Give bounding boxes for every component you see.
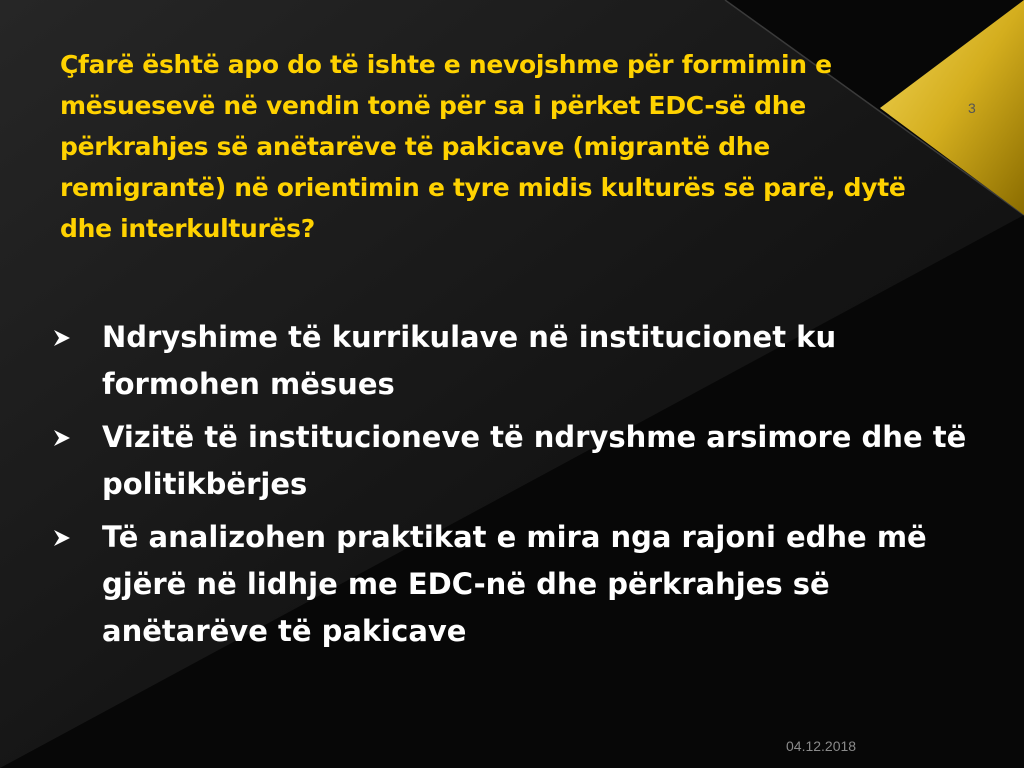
slide-number: 3 (968, 100, 976, 116)
arrow-bullet-icon (52, 428, 72, 448)
slide-title: Çfarë është apo do të ishte e nevojshme për formimin e mësuesevë në vendin tonë për sa i përket EDC-së dhe përkrahjes së anëtarëve të pakicave (migrantë dhe remigrantë) në orientimin e tyre midis kulturës së parë, dytë dhe interkulturës? (60, 50, 906, 243)
bullet-list (52, 314, 972, 661)
slide-date: 04.12.2018 (786, 738, 857, 754)
bullet-item (52, 414, 972, 508)
bullet-item (52, 514, 972, 655)
arrow-bullet-icon (52, 328, 72, 348)
bullet-text: Ndryshime të kurrikulave në institucionet ku formohen mësues (102, 320, 837, 401)
bullet-text: Vizitë të institucioneve të ndryshme arsimore dhe të politikbërjes (102, 420, 967, 501)
bullet-item (52, 314, 972, 408)
arrow-bullet-icon (52, 528, 72, 548)
bullet-text: Të analizohen praktikat e mira nga rajoni edhe më gjërë në lidhje me EDC-në dhe përkrahjes së anëtarëve të pakicave (102, 520, 927, 648)
